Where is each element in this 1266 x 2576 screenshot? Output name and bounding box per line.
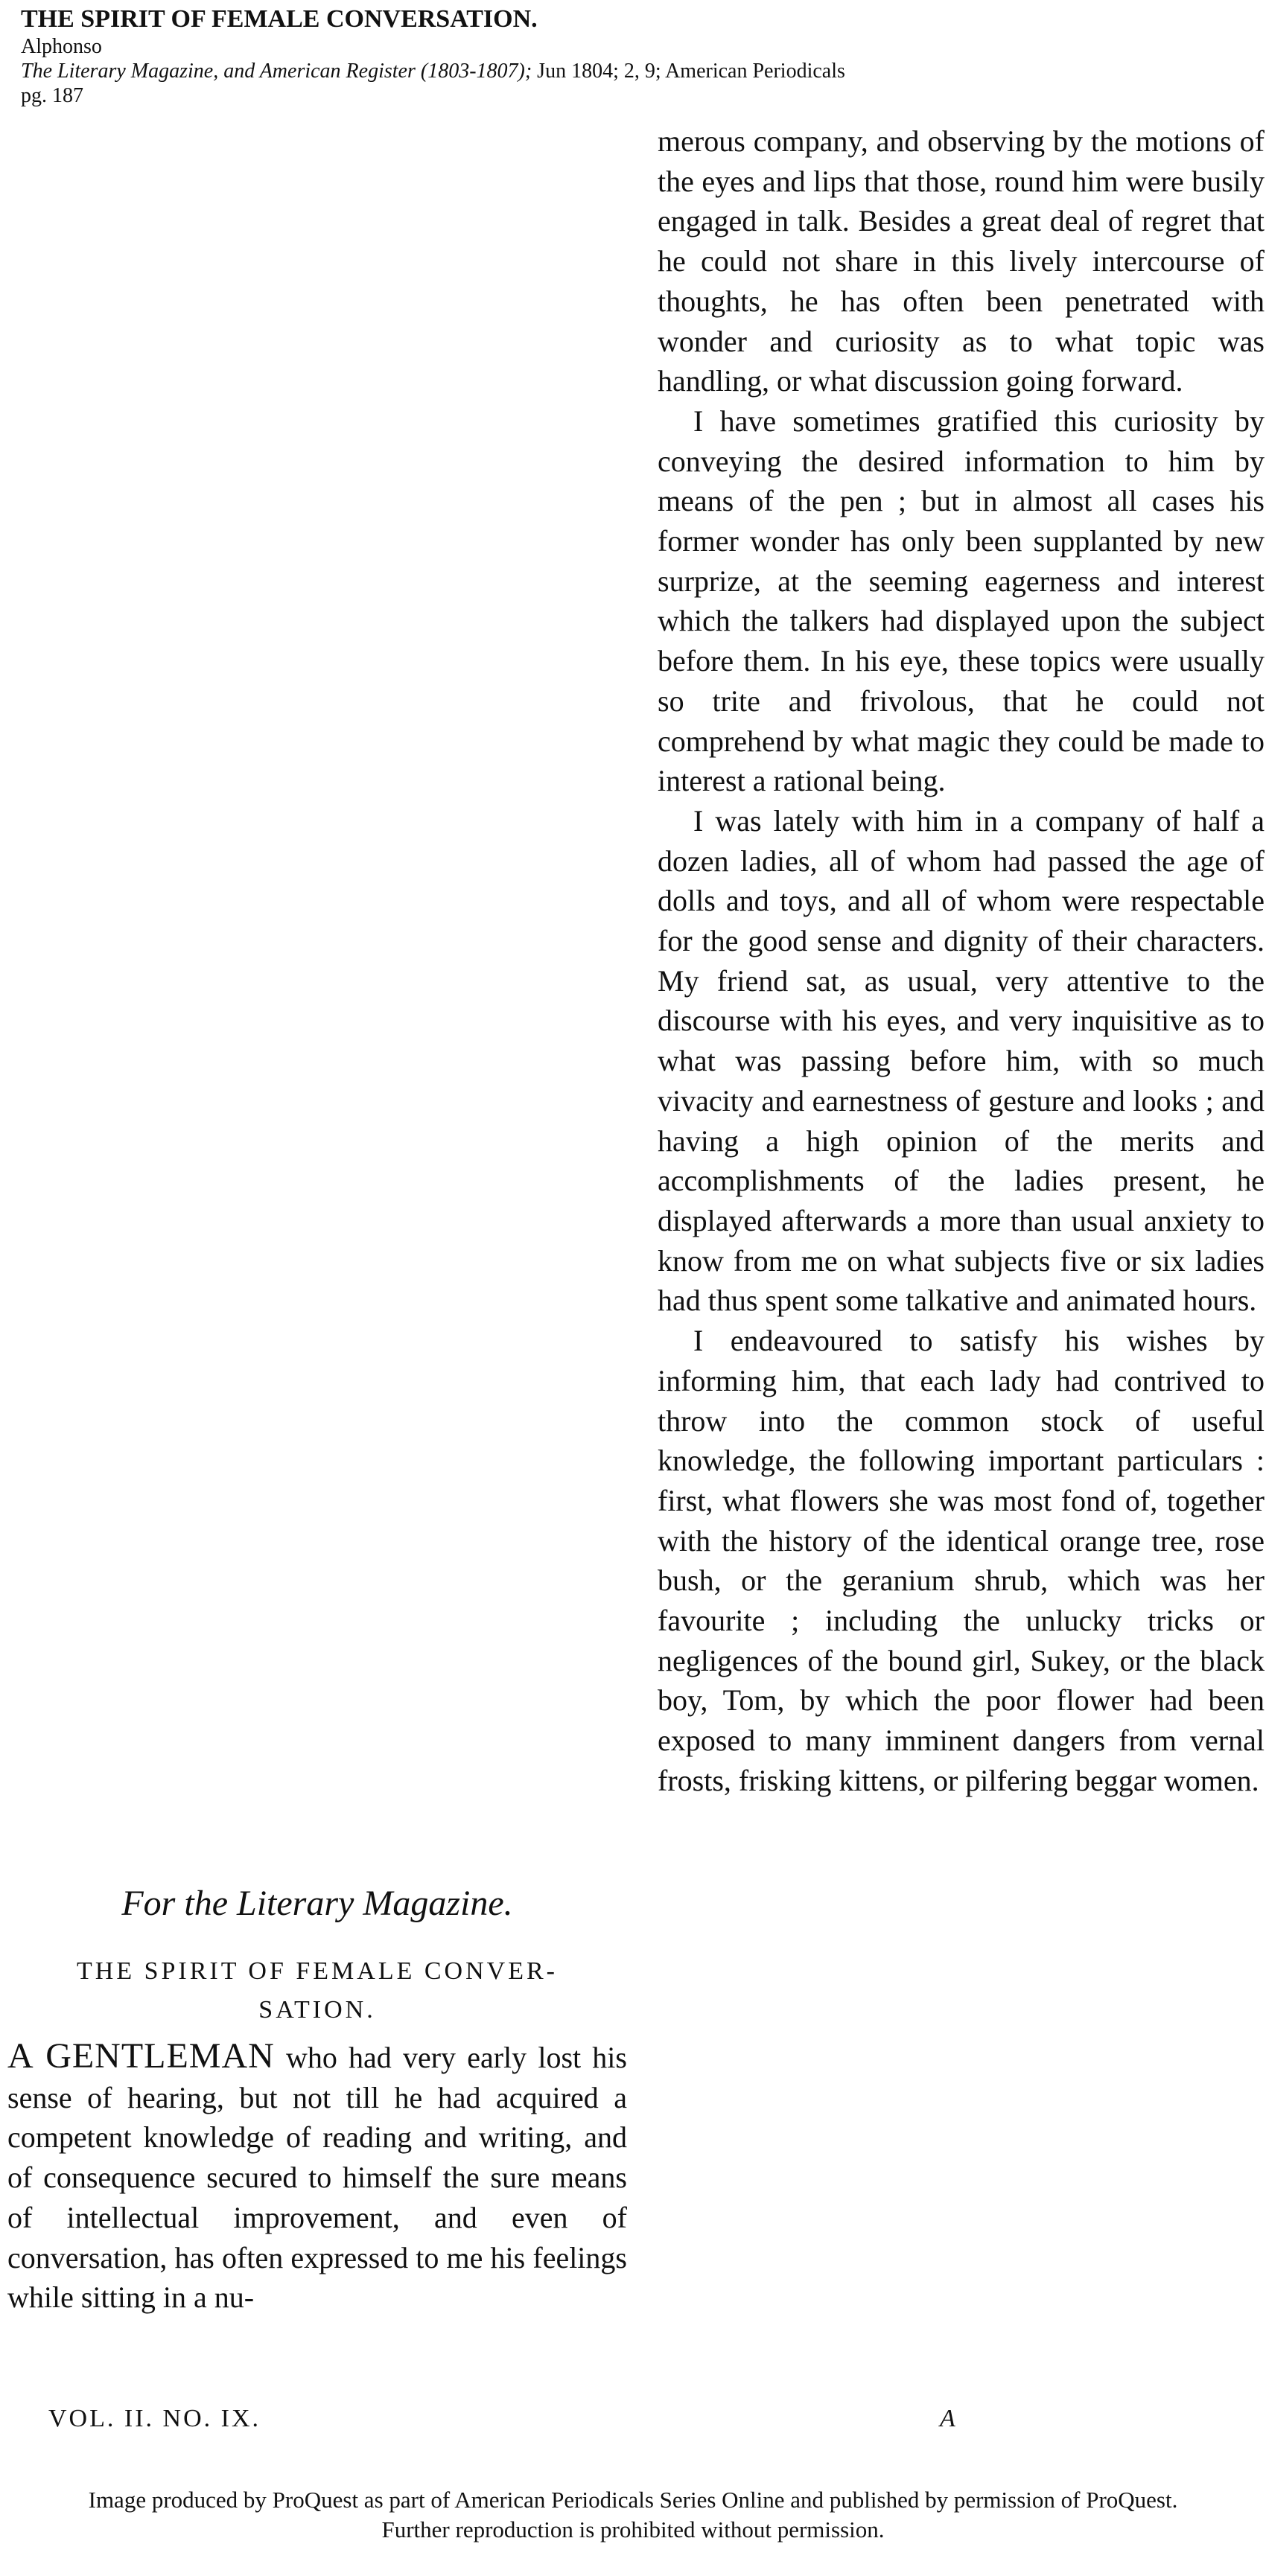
paragraph: I have sometimes gratified this curiosity by conveying the desired information to him by means of the pen ; but in almost all cases his former wonder has only been supplanted by new surprize, at the seeming eagerness and interest which the talkers had displayed upon the subject before them. In his eye, these topics were usually so trite and frivolous, that he could not comprehend by what magic they could be made to interest a rational being. <box>658 404 1265 798</box>
volume-signature: VOL. II. NO. IX. <box>48 2405 261 2432</box>
paragraph: I was lately with him in a company of half a dozen ladies, all of whom had passed the age of dolls and toys, and all of whom were respectable for the good sense and dignity of their characters. My friend sat, as usual, very attentive to the discourse with his eyes, and very inquisitive as to what was passing before him, with so much vivacity and earnestness of gesture and looks ; and having a high opinion of the merits and accomplishments of the ladies present, he displayed afterwards a more than usual anxiety to know from me on what subjects five or six ladies had thus spent some talkative and animated hours. <box>658 803 1265 1318</box>
paragraph: merous company, and observing by the motions of the eyes and lips that those, round him were busily engaged in talk. Besides a great deal of regret that he could not share in this lively intercourse of thoughts, he has often been penetrated with wonder and curiosity as to what topic was handling, or what discussion going forward. <box>658 124 1265 398</box>
opening-word: A GENTLEMAN <box>7 2036 275 2076</box>
article-heading-line1: THE SPIRIT OF FEMALE CONVER- <box>77 1957 558 1985</box>
article-heading <box>7 1952 627 2030</box>
document-title: THE SPIRIT OF FEMALE CONVERSATION. <box>21 5 538 33</box>
opening-text: who had very early lost his sense of hearing, but not till he had acquired a competent knowledge of reading and writing, and of consequence secured to himself the sure means of intellectual improvement, and even of conversation, has often expressed to me his feelings while sitting in a nu- <box>7 2041 627 2315</box>
footer-line2: Further reproduction is prohibited without permission. <box>381 2516 885 2542</box>
left-column <box>7 2036 627 2318</box>
footer-line1: Image produced by ProQuest as part of American Periodicals Series Online and published by permission of ProQuest. <box>88 2487 1178 2513</box>
issue-info: Jun 1804; 2, 9; American Periodicals <box>532 60 845 83</box>
paragraph: I endeavoured to satisfy his wishes by informing him, that each lady had contrived to throw into the common stock of useful knowledge, the following important particulars : first, what flowers she was most fond of, together with the history of the identical orange tree, rose bush, or the geranium shrub, which was her favourite ; including the unlucky tricks or negligences of the bound girl, Sukey, or the black boy, Tom, by which the poor flower had been exposed to many imminent dangers from vernal frosts, frisking kittens, or pilfering beggar women. <box>658 1324 1265 1797</box>
section-for-line: For the Literary Magazine. <box>121 1884 513 1923</box>
author-name: Alphonso <box>21 35 102 58</box>
right-column <box>658 121 1265 1801</box>
copyright-footer <box>0 2485 1266 2545</box>
printer-signature: A <box>940 2405 955 2432</box>
journal-name: The Literary Magazine, and American Register (1803-1807); <box>21 60 532 83</box>
article-heading-line2: SATION. <box>258 1996 376 2024</box>
document-metadata <box>21 4 1242 108</box>
page-number: pg. 187 <box>21 84 83 107</box>
source-line <box>21 59 1242 83</box>
opening-paragraph <box>7 2036 627 2318</box>
